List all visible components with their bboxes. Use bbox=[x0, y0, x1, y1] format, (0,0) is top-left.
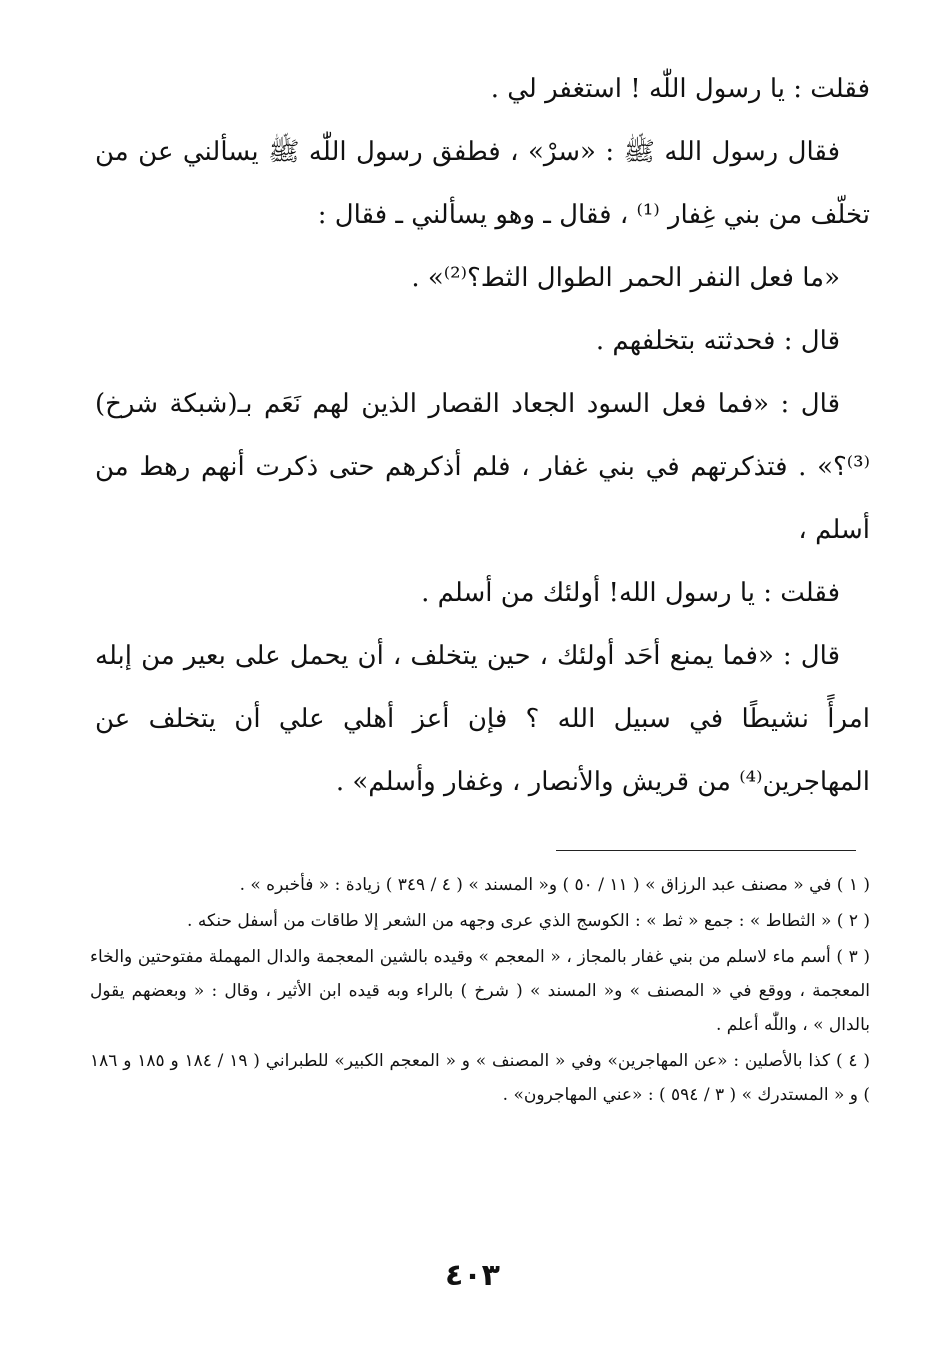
footnote-3: ( ٣ ) أسم ماء لاسلم من بني غفار بالمجاز ، « المعجم » وقيده بالشين المعجمة والدال المهملة مفتوحتين والخاء المعجمة ، ووقع في « المصنف » و« المسند » ( شرخ ) بالراء وبه قيده ابن الأثير ، وقال : « وبعضهم يقول بالدال » ، واللّٰه أعلم . bbox=[90, 947, 871, 1035]
footnote-2: ( ٢ ) « الثطاط » : جمع « ثط » : الكوسج الذي عرى وجهه من الشعر إلا طاقات من أسفل حنكه . bbox=[187, 911, 870, 931]
main-text bbox=[95, 58, 870, 814]
paragraph-1: فقلت : يا رسول اللّٰه ! استغفر لي . bbox=[490, 74, 870, 104]
paragraph-7: قال : «فما يمنع أحَد أولئك ، حين يتخلف ، أن يحمل على بعير من إبله امرأً نشيطًا في سبيل الله ؟ فإن أعز أهلي علي أن يتخلف عن المهاجرين⁽⁴⁾ من قريش والأنصار ، وغفار وأسلم» . bbox=[95, 641, 870, 797]
page-number: ٤٠٣ bbox=[445, 1258, 500, 1293]
footnotes bbox=[90, 868, 870, 1114]
paragraph-5: قال : «فما فعل السود الجعاد القصار الذين لهم نَعَم بـ(شبكة شرخ)⁽³⁾؟» . فتذكرتهم في بني غفار ، فلم أذكرهم حتى ذكرت أنهم رهط من أسلم ، bbox=[95, 389, 870, 545]
footnote-divider bbox=[556, 850, 856, 851]
footnote-1: ( ١ ) في « مصنف عبد الرزاق » ( ١١ / ٥٠ ) و« المسند » ( ٤ / ٣٤٩ ) زيادة : « فأخبره » . bbox=[239, 875, 870, 895]
paragraph-2: فقال رسول الله ﷺ : «سرْ» ، فطفق رسول اللّٰه ﷺ يسألني عن من تخلّف من بني غِفار ⁽¹⁾ ، فقال ـ وهو يسألني ـ فقال : bbox=[95, 137, 870, 230]
paragraph-6: فقلت : يا رسول الله! أولئك من أسلم . bbox=[421, 578, 840, 608]
footnote-4: ( ٤ ) كذا بالأصلين : «عن المهاجرين» وفي « المصنف » و « المعجم الكبير» للطبراني ( ١٩ / ١٨٤ و ١٨٥ و ١٨٦ ) و « المستدرك » ( ٣ / ٥٩٤ ) : «عني المهاجرون» . bbox=[90, 1051, 870, 1105]
paragraph-3: «ما فعل النفر الحمر الطوال الثط؟⁽²⁾» . bbox=[411, 263, 840, 293]
paragraph-4: قال : فحدثته بتخلفهم . bbox=[595, 326, 840, 356]
